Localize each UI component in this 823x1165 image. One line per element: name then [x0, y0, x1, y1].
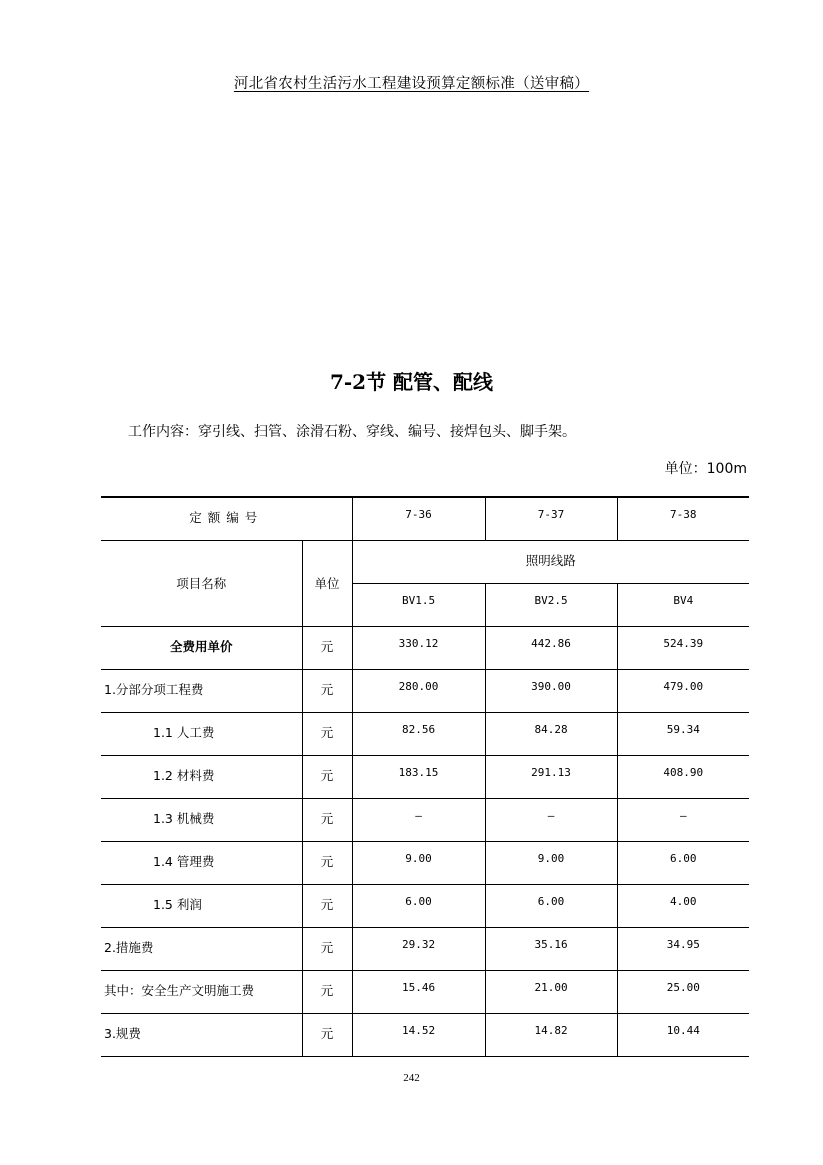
row-value: 6.00 — [617, 841, 749, 884]
spec: BV4 — [617, 583, 749, 626]
row-value: 25.00 — [617, 970, 749, 1013]
row-value: 15.46 — [352, 970, 485, 1013]
row-value: 280.00 — [352, 669, 485, 712]
table-row — [101, 712, 749, 755]
row-value: 34.95 — [617, 927, 749, 970]
row-name: 全费用单价 — [101, 626, 302, 669]
row-unit: 元 — [302, 1013, 352, 1056]
quota-code-row — [101, 497, 749, 540]
row-value: 330.12 — [352, 626, 485, 669]
table-row — [101, 1013, 749, 1056]
table-row — [101, 927, 749, 970]
work-content: 工作内容：穿引线、扫管、涂滑石粉、穿线、编号、接焊包头、脚手架。 — [128, 424, 576, 440]
row-name: 1.2 材料费 — [101, 755, 302, 798]
row-value: 82.56 — [352, 712, 485, 755]
row-name: 1.4 管理费 — [101, 841, 302, 884]
row-unit: 元 — [302, 755, 352, 798]
row-value: – — [617, 798, 749, 841]
table-row — [101, 798, 749, 841]
row-unit: 元 — [302, 927, 352, 970]
row-value: 479.00 — [617, 669, 749, 712]
row-name: 1.3 机械费 — [101, 798, 302, 841]
quota-code: 7-37 — [485, 497, 617, 540]
table-row — [101, 884, 749, 927]
unit-label: 单位 — [302, 540, 352, 626]
quota-table — [101, 496, 749, 1057]
row-name: 1.5 利润 — [101, 884, 302, 927]
group-header-row — [101, 540, 749, 583]
row-unit: 元 — [302, 798, 352, 841]
unit-note: 单位：100m — [664, 461, 747, 477]
row-unit: 元 — [302, 712, 352, 755]
row-unit: 元 — [302, 669, 352, 712]
row-value: – — [352, 798, 485, 841]
table-row — [101, 841, 749, 884]
row-value: 291.13 — [485, 755, 617, 798]
row-value: 84.28 — [485, 712, 617, 755]
row-value: 10.44 — [617, 1013, 749, 1056]
quota-code: 7-38 — [617, 497, 749, 540]
row-value: 408.90 — [617, 755, 749, 798]
row-value: 6.00 — [352, 884, 485, 927]
row-value: 21.00 — [485, 970, 617, 1013]
row-value: 14.52 — [352, 1013, 485, 1056]
row-value: 4.00 — [617, 884, 749, 927]
document-title: 河北省农村生活污水工程建设预算定额标准（送审稿） — [233, 76, 590, 92]
row-unit: 元 — [302, 626, 352, 669]
quota-code: 7-36 — [352, 497, 485, 540]
row-value: 390.00 — [485, 669, 617, 712]
row-value: – — [485, 798, 617, 841]
row-value: 29.32 — [352, 927, 485, 970]
row-unit: 元 — [302, 884, 352, 927]
row-value: 442.86 — [485, 626, 617, 669]
row-unit: 元 — [302, 841, 352, 884]
table-row — [101, 626, 749, 669]
spec: BV1.5 — [352, 583, 485, 626]
row-value: 14.82 — [485, 1013, 617, 1056]
row-value: 183.15 — [352, 755, 485, 798]
row-name: 2.措施费 — [101, 927, 302, 970]
table-row — [101, 755, 749, 798]
row-name: 3.规费 — [101, 1013, 302, 1056]
running-header — [0, 72, 823, 93]
spec: BV2.5 — [485, 583, 617, 626]
section-title: 7-2节 配管、配线 — [329, 370, 494, 394]
row-value: 9.00 — [352, 841, 485, 884]
row-name: 1.分部分项工程费 — [101, 669, 302, 712]
row-value: 524.39 — [617, 626, 749, 669]
row-value: 35.16 — [485, 927, 617, 970]
quota-code-label: 定额编号 — [101, 497, 352, 540]
group-label: 照明线路 — [352, 540, 749, 583]
table-row — [101, 970, 749, 1013]
table-row — [101, 669, 749, 712]
row-name: 其中：安全生产文明施工费 — [101, 970, 302, 1013]
item-name-label: 项目名称 — [101, 540, 302, 626]
row-value: 6.00 — [485, 884, 617, 927]
row-value: 9.00 — [485, 841, 617, 884]
page-number: 242 — [403, 1072, 420, 1084]
row-value: 59.34 — [617, 712, 749, 755]
row-name: 1.1 人工费 — [101, 712, 302, 755]
row-unit: 元 — [302, 970, 352, 1013]
